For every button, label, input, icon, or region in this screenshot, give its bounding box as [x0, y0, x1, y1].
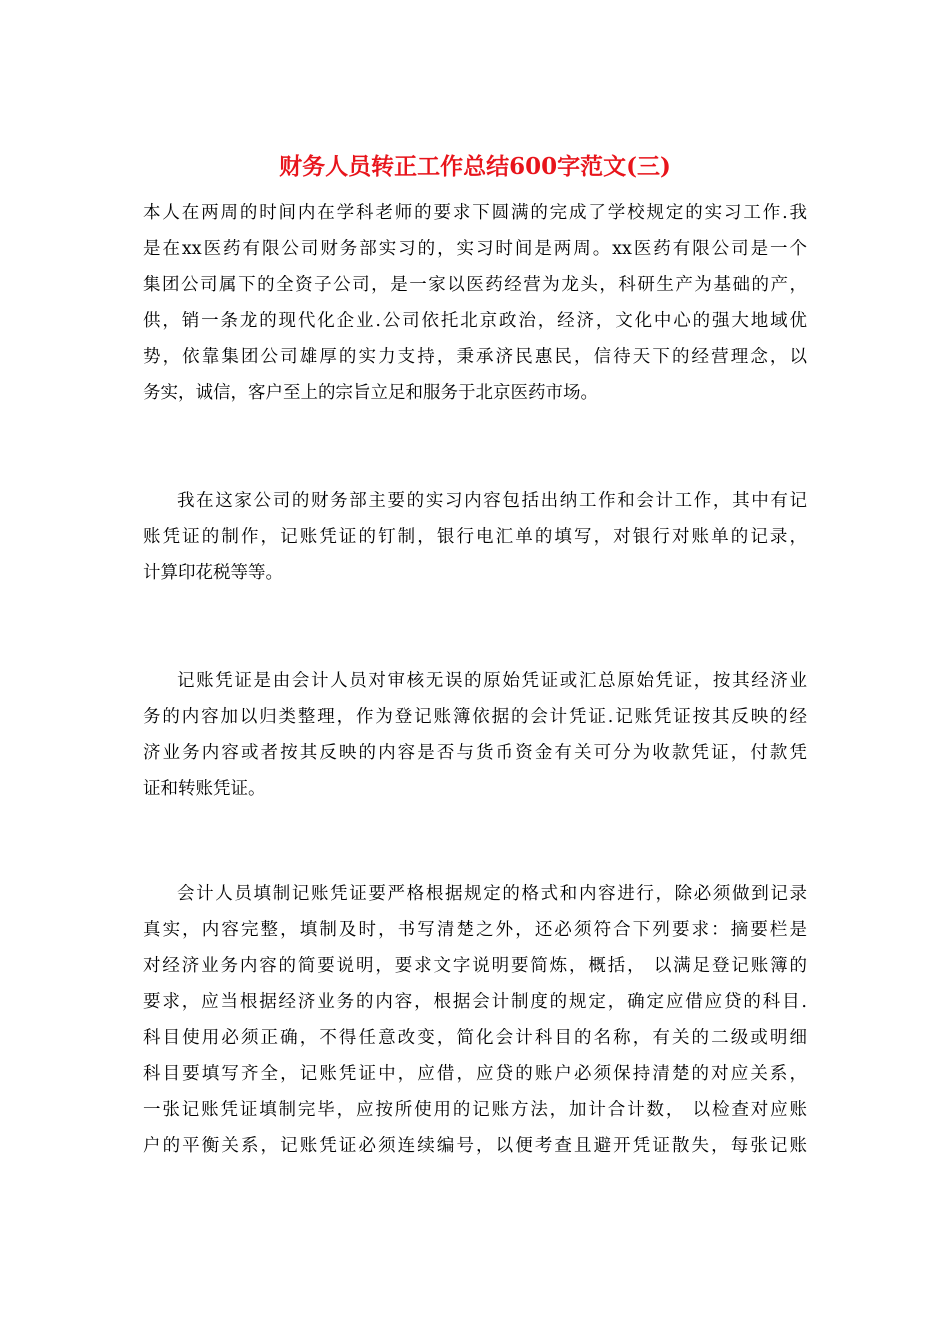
paragraph-line: 记账凭证是由会计人员对审核无误的原始凭证或汇总原始凭证，按其经济业 [177, 671, 807, 691]
paragraph-line: 集团公司属下的全资子公司，是一家以医药经营为龙头，科研生产为基础的产， [143, 275, 807, 295]
paragraph-4 [143, 876, 807, 1164]
paragraph-line: 计算印花税等等。 [143, 563, 283, 583]
paragraph-line: 证和转账凭证。 [143, 779, 266, 799]
paragraph-line: 务实，诚信，客户至上的宗旨立足和服务于北京医药市场。 [143, 383, 598, 403]
paragraph-line: 一张记账凭证填制完毕，应按所使用的记账方法，加计合计数， 以检查对应账 [143, 1100, 807, 1120]
paragraph-line: 势，依靠集团公司雄厚的实力支持，秉承济民惠民，信待天下的经营理念，以 [143, 347, 807, 367]
paragraph-3 [143, 663, 807, 807]
paragraph-line: 账凭证的制作，记账凭证的钉制，银行电汇单的填写，对银行对账单的记录， [143, 527, 807, 547]
paragraph-2 [143, 483, 807, 591]
paragraph-line: 本人在两周的时间内在学科老师的要求下圆满的完成了学校规定的实习工作.我 [143, 203, 807, 223]
paragraph-line: 要求，应当根据经济业务的内容，根据会计制度的规定，确定应借应贷的科目. [143, 992, 807, 1012]
paragraph-line: 科目要填写齐全，记账凭证中，应借，应贷的账户必须保持清楚的对应关系， [143, 1064, 807, 1084]
paragraph-line: 科目使用必须正确，不得任意改变，简化会计科目的名称，有关的二级或明细 [143, 1028, 807, 1048]
paragraph-line: 供，销一条龙的现代化企业.公司依托北京政治，经济，文化中心的强大地域优 [143, 311, 807, 331]
paragraph-1 [143, 195, 807, 411]
paragraph-line: 对经济业务内容的简要说明，要求文字说明要简炼，概括， 以满足登记账簿的 [143, 956, 807, 976]
document-title: 财务人员转正工作总结600字范文(三) [279, 153, 671, 180]
paragraph-line: 我在这家公司的财务部主要的实习内容包括出纳工作和会计工作，其中有记 [177, 491, 807, 511]
paragraph-line: 真实，内容完整，填制及时，书写清楚之外，还必须符合下列要求：摘要栏是 [143, 920, 807, 940]
paragraph-line: 济业务内容或者按其反映的内容是否与货币资金有关可分为收款凭证，付款凭 [143, 743, 807, 763]
paragraph-line: 会计人员填制记账凭证要严格根据规定的格式和内容进行，除必须做到记录 [177, 884, 807, 904]
paragraph-line: 是在xx医药有限公司财务部实习的，实习时间是两周。xx医药有限公司是一个 [143, 239, 807, 259]
paragraph-line: 户的平衡关系，记账凭证必须连续编号，以便考查且避开凭证散失，每张记账 [143, 1136, 807, 1156]
paragraph-line: 务的内容加以归类整理，作为登记账簿依据的会计凭证.记账凭证按其反映的经 [143, 707, 807, 727]
